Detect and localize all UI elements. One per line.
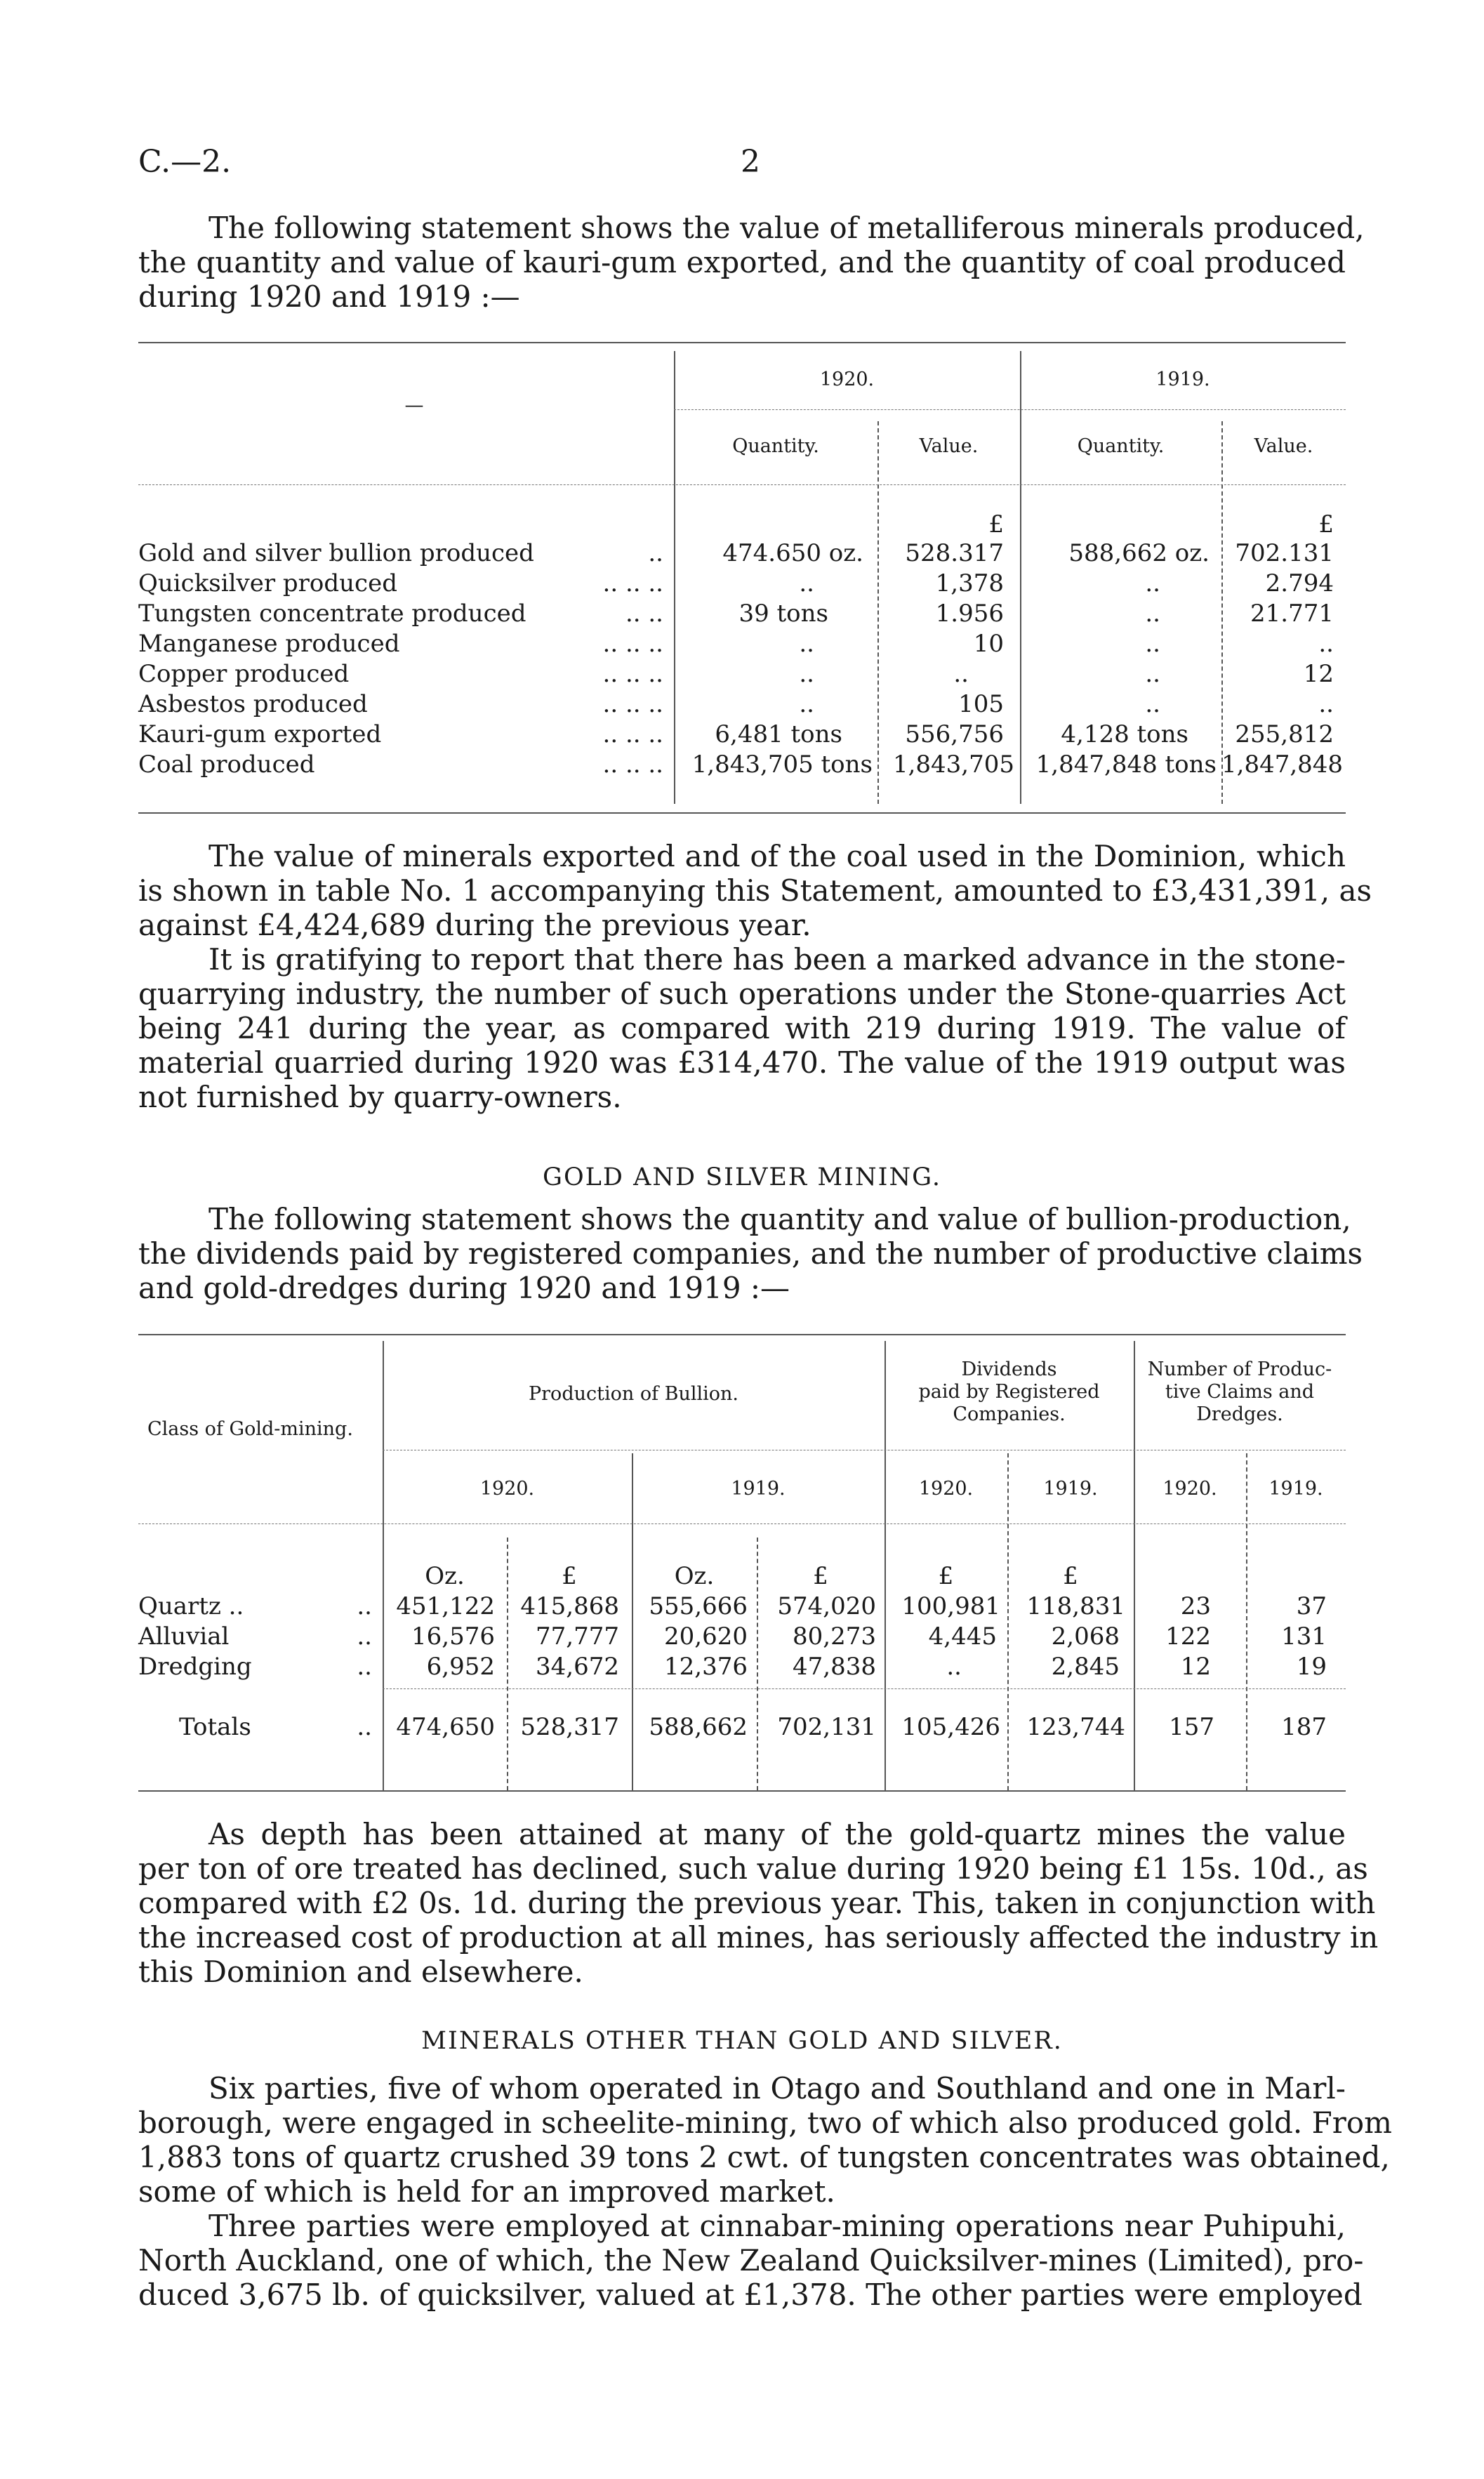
cell: 131 <box>1281 1622 1327 1651</box>
text-line: Six parties, five of whom operated in Otago and Southland and one in Marl- <box>208 2071 1346 2106</box>
quantity-header: Quantity. <box>732 435 819 457</box>
row-leader: .. .. .. <box>602 660 663 688</box>
cell-quantity-1919: 1,847,848 tons <box>1035 751 1217 779</box>
cell-value-1919: 2.794 <box>1265 569 1334 597</box>
cell: 474,650 <box>396 1713 495 1741</box>
text-line: The following statement shows the value of metalliferous minerals produced, <box>208 211 1365 245</box>
row-leader: .. <box>357 1622 372 1651</box>
text-line: per ton of ore treated has declined, such value during 1920 being £1 15s. 10d., as <box>138 1851 1368 1886</box>
intro-paragraph-2 <box>138 1202 1363 1305</box>
cell: 19 <box>1296 1653 1327 1681</box>
cell-value-1920: 1,378 <box>935 569 1004 597</box>
row-leader: .. .. .. <box>602 690 663 718</box>
cell: 77,777 <box>536 1622 619 1651</box>
cell-value-1920: 556,756 <box>905 720 1004 748</box>
year-header: 1919. <box>731 1478 786 1500</box>
cell-quantity-1919: .. <box>1145 630 1160 658</box>
cell: 415,868 <box>520 1592 619 1620</box>
cell: 37 <box>1296 1592 1327 1620</box>
unit-label: Oz. <box>674 1562 715 1590</box>
cell-quantity-1919: 588,662 oz. <box>1068 539 1210 567</box>
row-label: Alluvial <box>138 1622 230 1651</box>
row-leader: .. <box>648 539 663 567</box>
production-header: Production of Bullion. <box>528 1383 739 1405</box>
cell-value-1920: 528.317 <box>905 539 1004 567</box>
text-line: being 241 during the year, as compared with 219 during 1919. The value of <box>138 1011 1346 1045</box>
page-reference: C.—2. <box>138 144 232 180</box>
row-label: Asbestos produced <box>138 690 368 718</box>
cell-value-1920: 105 <box>958 690 1004 718</box>
row-leader: .. .. .. <box>602 630 663 658</box>
text-line: the increased cost of production at all mines, has seriously affected the industry in <box>138 1920 1379 1955</box>
text-line: borough, were engaged in scheelite-mining, two of which also produced gold. From <box>138 2106 1392 2140</box>
cell-value-1919: .. <box>1318 690 1334 718</box>
cell: 157 <box>1169 1713 1214 1741</box>
row-leader: .. .. .. <box>602 751 663 779</box>
year-header-1919: 1919. <box>1155 369 1210 390</box>
paragraph-quarrying <box>138 942 1346 1114</box>
cell-value-1920: 10 <box>973 630 1004 658</box>
cell-quantity-1919: 4,128 tons <box>1061 720 1188 748</box>
row-leader: .. .. <box>625 600 663 628</box>
text-line: 1,883 tons of quartz crushed 39 tons 2 cwt. of tungsten concentrates was obtained, <box>138 2140 1390 2174</box>
text-line: and gold-dredges during 1920 and 1919 :— <box>138 1271 790 1305</box>
cell-value-1920: 1.956 <box>935 600 1004 628</box>
dividends-header: Dividends <box>961 1359 1057 1380</box>
dividends-header: paid by Registered <box>918 1381 1100 1403</box>
cell: 12,376 <box>664 1653 748 1681</box>
text-line: As depth has been attained at many of the gold-quartz mines the value <box>208 1817 1346 1851</box>
cell: 555,666 <box>649 1592 748 1620</box>
text-line: It is gratifying to report that there has been a marked advance in the stone- <box>208 942 1346 977</box>
cell: 20,620 <box>664 1622 748 1651</box>
row-label: Coal produced <box>138 751 315 779</box>
row-label: Quicksilver produced <box>138 569 397 597</box>
cell-quantity-1920: 1,843,705 tons <box>691 751 873 779</box>
cell: 6,952 <box>426 1653 495 1681</box>
text-line: not furnished by quarry-owners. <box>138 1080 622 1114</box>
paragraph-minerals-value <box>138 839 1372 942</box>
cell: 122 <box>1165 1622 1211 1651</box>
unit-label: Oz. <box>425 1562 465 1590</box>
cell-value-1919: 702.131 <box>1235 539 1334 567</box>
cell-quantity-1920: 6,481 tons <box>715 720 842 748</box>
class-header: Class of Gold-mining. <box>147 1418 353 1440</box>
blank-header: — <box>404 395 424 416</box>
cell: 528,317 <box>520 1713 619 1741</box>
cell-quantity-1920: 39 tons <box>738 600 828 628</box>
cell: 2,845 <box>1051 1653 1120 1681</box>
row-leader: .. <box>357 1592 372 1620</box>
row-label: Kauri-gum exported <box>138 720 382 748</box>
section-heading-other-minerals: MINERALS OTHER THAN GOLD AND SILVER. <box>421 2027 1063 2055</box>
dividends-header: Companies. <box>953 1403 1066 1425</box>
claims-header: tive Claims and <box>1165 1381 1315 1403</box>
cell: 23 <box>1180 1592 1211 1620</box>
text-line: the quantity and value of kauri-gum exported, and the quantity of coal produced <box>138 245 1346 279</box>
row-label: Gold and silver bullion produced <box>138 539 534 567</box>
row-leader: .. <box>357 1653 372 1681</box>
cell-value-1919: .. <box>1318 630 1334 658</box>
claims-header: Number of Produc- <box>1147 1359 1332 1380</box>
paragraph-cinnabar <box>138 2209 1364 2312</box>
unit-label: £ <box>938 1562 954 1590</box>
cell: 451,122 <box>396 1592 495 1620</box>
paragraph-depth <box>138 1817 1379 1989</box>
cell-value-1919: 1,847,848 <box>1221 751 1344 779</box>
value-header: Value. <box>1254 435 1313 457</box>
year-header: 1920. <box>918 1478 974 1500</box>
cell: 574,020 <box>777 1592 876 1620</box>
year-header: 1919. <box>1268 1478 1323 1500</box>
cell: 16,576 <box>411 1622 495 1651</box>
cell: 105,426 <box>901 1713 1000 1741</box>
claims-header: Dredges. <box>1196 1403 1283 1425</box>
cell-quantity-1920: .. <box>799 660 814 688</box>
unit-label: £ <box>562 1562 577 1590</box>
cell: 12 <box>1180 1653 1211 1681</box>
cell: 187 <box>1281 1713 1327 1741</box>
cell-quantity-1920: .. <box>799 569 814 597</box>
text-line: during 1920 and 1919 :— <box>138 279 520 314</box>
row-label: Totals <box>179 1713 251 1741</box>
row-leader: .. <box>357 1713 372 1741</box>
text-line: against £4,424,689 during the previous year. <box>138 908 811 942</box>
paragraph-scheelite <box>138 2071 1392 2209</box>
text-line: Three parties were employed at cinnabar-mining operations near Puhipuhi, <box>208 2209 1346 2243</box>
row-label: Quartz .. <box>138 1592 244 1620</box>
cell: .. <box>946 1653 962 1681</box>
text-line: duced 3,675 lb. of quicksilver, valued at £1,378. The other parties were employed <box>138 2278 1363 2312</box>
row-label: Dredging <box>138 1653 252 1681</box>
quantity-header: Quantity. <box>1077 435 1165 457</box>
text-line: North Auckland, one of which, the New Zealand Quicksilver-mines (Limited), pro- <box>138 2243 1364 2278</box>
cell: 2,068 <box>1051 1622 1120 1651</box>
text-line: The value of minerals exported and of the coal used in the Dominion, which <box>208 839 1346 873</box>
cell: 47,838 <box>793 1653 876 1681</box>
text-line: quarrying industry, the number of such operations under the Stone-quarries Act <box>138 977 1346 1011</box>
year-header: 1919. <box>1043 1478 1098 1500</box>
intro-paragraph-1 <box>138 211 1365 314</box>
text-line: the dividends paid by registered companies, and the number of productive claims <box>138 1236 1363 1271</box>
row-leader: .. .. .. <box>602 720 663 748</box>
currency-symbol: £ <box>988 510 1004 538</box>
unit-label: £ <box>1063 1562 1078 1590</box>
cell: 123,744 <box>1026 1713 1125 1741</box>
cell-quantity-1919: .. <box>1145 569 1160 597</box>
cell: 118,831 <box>1026 1592 1125 1620</box>
cell-value-1920: .. <box>953 660 969 688</box>
cell: 80,273 <box>793 1622 876 1651</box>
cell-value-1919: 12 <box>1303 660 1334 688</box>
cell: 100,981 <box>901 1592 1000 1620</box>
cell-quantity-1920: .. <box>799 690 814 718</box>
row-leader: .. .. .. <box>602 569 663 597</box>
cell: 588,662 <box>649 1713 748 1741</box>
currency-symbol: £ <box>1318 510 1334 538</box>
year-header: 1920. <box>1162 1478 1217 1500</box>
cell: 4,445 <box>928 1622 997 1651</box>
cell-quantity-1919: .. <box>1145 660 1160 688</box>
cell-quantity-1919: .. <box>1145 600 1160 628</box>
cell-quantity-1919: .. <box>1145 690 1160 718</box>
unit-label: £ <box>813 1562 828 1590</box>
row-label: Tungsten concentrate produced <box>138 600 526 628</box>
text-line: material quarried during 1920 was £314,470. The value of the 1919 output was <box>138 1045 1346 1080</box>
text-line: The following statement shows the quantity and value of bullion-production, <box>208 1202 1351 1236</box>
value-header: Value. <box>919 435 979 457</box>
row-label: Copper produced <box>138 660 350 688</box>
cell: 34,672 <box>536 1653 619 1681</box>
cell-value-1920: 1,843,705 <box>892 751 1014 779</box>
text-line: is shown in table No. 1 accompanying this Statement, amounted to £3,431,391, as <box>138 873 1372 908</box>
text-line: this Dominion and elsewhere. <box>138 1955 583 1989</box>
year-header-1920: 1920. <box>819 369 875 390</box>
row-label: Manganese produced <box>138 630 400 658</box>
cell-value-1919: 21.771 <box>1250 600 1334 628</box>
cell-quantity-1920: .. <box>799 630 814 658</box>
text-line: compared with £2 0s. 1d. during the previous year. This, taken in conjunction with <box>138 1886 1376 1920</box>
cell-quantity-1920: 474.650 oz. <box>722 539 863 567</box>
year-header: 1920. <box>479 1478 535 1500</box>
cell-value-1919: 255,812 <box>1235 720 1334 748</box>
text-line: some of which is held for an improved market. <box>138 2174 835 2209</box>
cell: 702,131 <box>777 1713 876 1741</box>
page-number: 2 <box>741 144 760 180</box>
section-heading-gold-silver: GOLD AND SILVER MINING. <box>543 1163 941 1191</box>
